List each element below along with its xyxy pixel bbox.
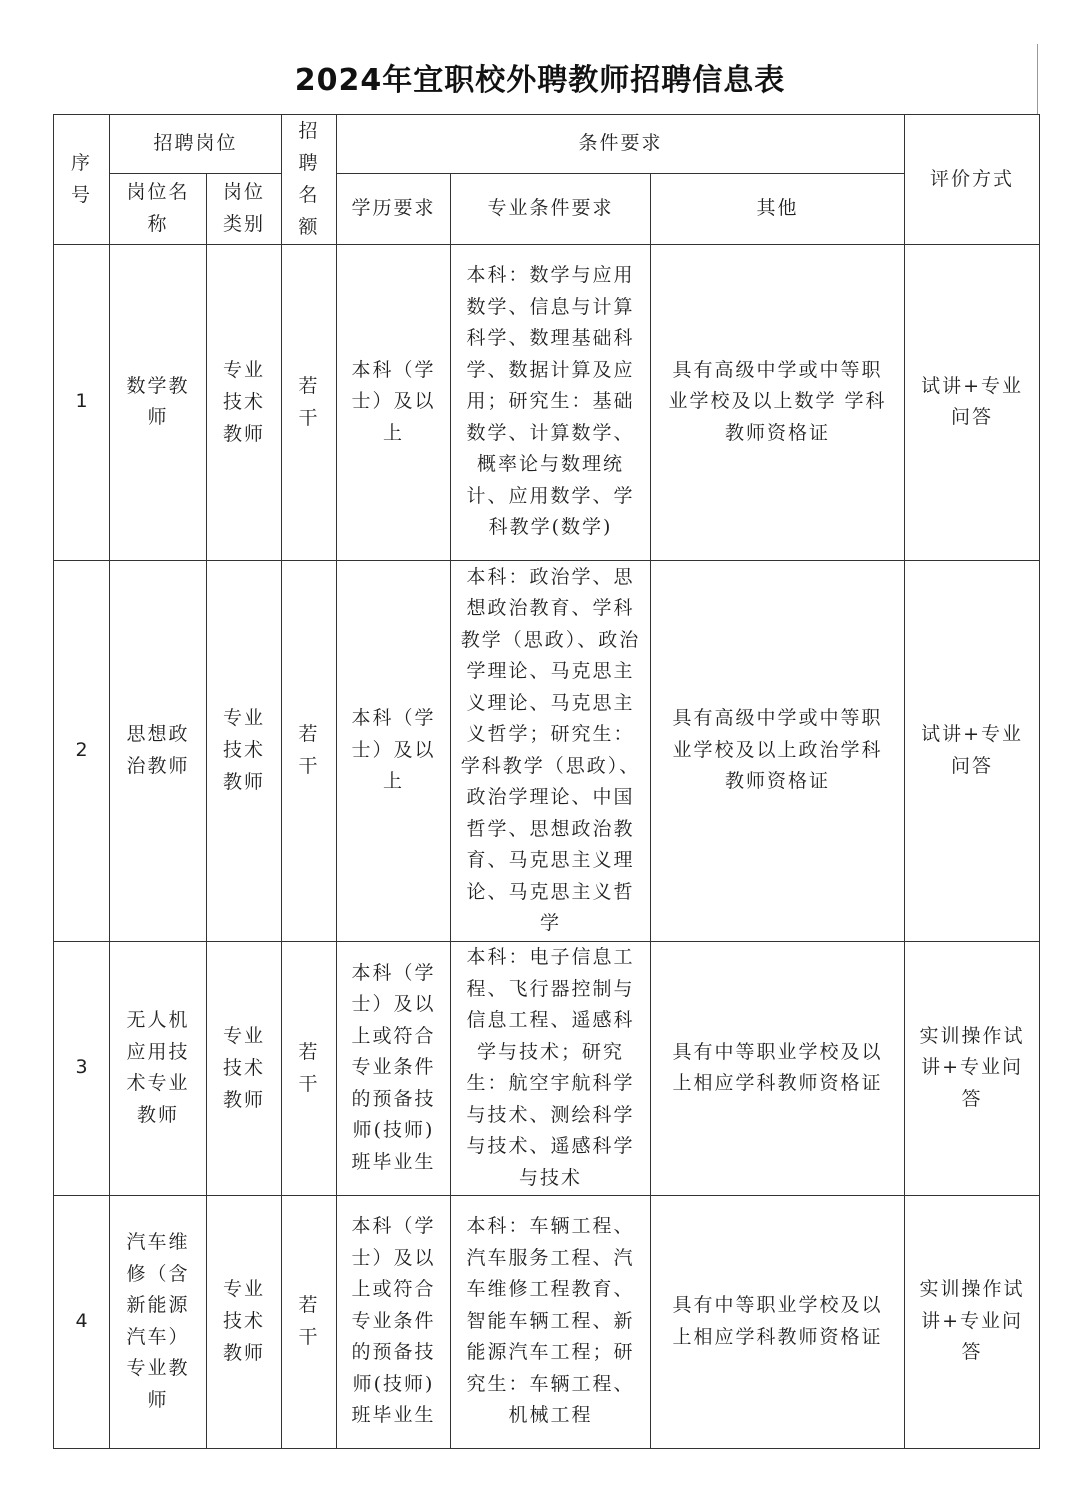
header-position-group: 招聘岗位 [110,115,282,174]
header-seq: 序号 [54,115,110,245]
row-education: 本科（学士）及以上 [337,560,451,941]
row-position-name: 数学教师 [110,244,207,560]
row-major: 本科：政治学、思想政治教育、学科教学（思政）、政治学理论、马克思主义理论、马克思主义哲学；研究生：学科教学（思政）、政治学理论、中国哲学、思想政治教育、马克思主义理论、马克思主义哲学 [451,560,651,941]
row-position-type: 专业技术教师 [207,560,282,941]
row-position-name: 无人机应用技术专业教师 [110,941,207,1195]
row-position-name: 汽车维修（含新能源汽车）专业教师 [110,1195,207,1448]
row-other: 具有高级中学或中等职业学校及以上数学 学科教师资格证 [651,244,905,560]
row-quota: 若干 [282,560,337,941]
table-row [54,941,1040,1195]
header-other: 其他 [651,173,905,244]
row-position-name: 思想政治教师 [110,560,207,941]
header-evaluation: 评价方式 [905,115,1040,245]
row-major: 本科：车辆工程、汽车服务工程、汽车维修工程教育、智能车辆工程、新能源汽车工程；研究生：车辆工程、机械工程 [451,1195,651,1448]
row-major: 本科：电子信息工程、飞行器控制与信息工程、遥感科学与技术；研究生：航空宇航科学与技术、测绘科学与技术、遥感科学与技术 [451,941,651,1195]
row-education: 本科（学士）及以上或符合专业条件的预备技师(技师)班毕业生 [337,941,451,1195]
row-evaluation: 实训操作试讲+专业问答 [905,941,1040,1195]
row-position-type: 专业技术教师 [207,1195,282,1448]
header-row-1 [54,115,1040,174]
row-evaluation: 试讲+专业问答 [905,560,1040,941]
row-quota: 若干 [282,1195,337,1448]
row-position-type: 专业技术教师 [207,941,282,1195]
header-row-2 [54,173,1040,244]
row-quota: 若干 [282,941,337,1195]
recruitment-table [53,114,1040,1449]
table-row [54,1195,1040,1448]
row-other: 具有高级中学或中等职业学校及以上政治学科教师资格证 [651,560,905,941]
header-quota: 招聘名额 [282,115,337,245]
row-other: 具有中等职业学校及以上相应学科教师资格证 [651,1195,905,1448]
row-quota: 若干 [282,244,337,560]
row-education: 本科（学士）及以上 [337,244,451,560]
table-row [54,244,1040,560]
row-evaluation: 试讲+专业问答 [905,244,1040,560]
row-seq: 3 [54,941,110,1195]
header-position-type: 岗位类别 [207,173,282,244]
header-education: 学历要求 [337,173,451,244]
row-seq: 4 [54,1195,110,1448]
row-education: 本科（学士）及以上或符合专业条件的预备技师(技师)班毕业生 [337,1195,451,1448]
row-other: 具有中等职业学校及以上相应学科教师资格证 [651,941,905,1195]
row-position-type: 专业技术教师 [207,244,282,560]
row-seq: 2 [54,560,110,941]
table-row [54,560,1040,941]
row-seq: 1 [54,244,110,560]
row-major: 本科：数学与应用数学、信息与计算科学、数理基础科学、数据计算及应用；研究生：基础数学、计算数学、概率论与数理统计、应用数学、学科教学(数学) [451,244,651,560]
header-position-name: 岗位名称 [110,173,207,244]
page-title: 2024年宜职校外聘教师招聘信息表 [294,63,786,98]
header-major: 专业条件要求 [451,173,651,244]
row-evaluation: 实训操作试讲+专业问答 [905,1195,1040,1448]
header-conditions-group: 条件要求 [337,115,905,174]
